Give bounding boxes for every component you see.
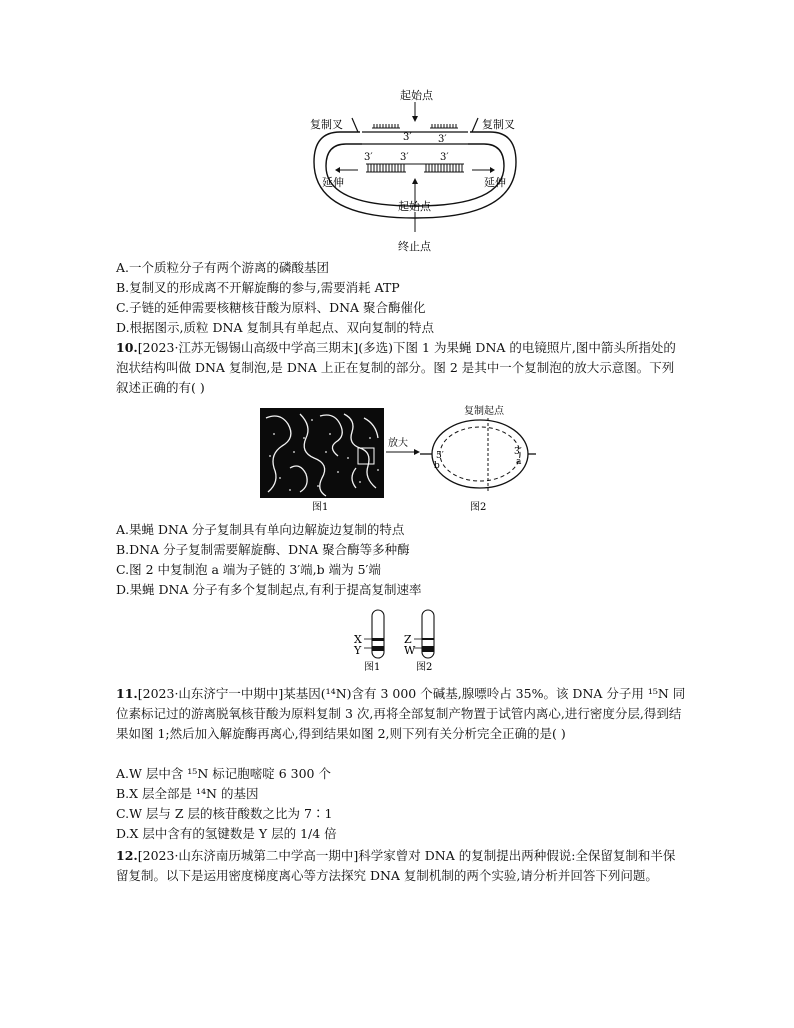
q9-option-c: C.子链的延伸需要核糖核苷酸为原料、DNA 聚合酶催化 [116, 300, 426, 315]
q11-option-c: C.W 层与 Z 层的核苷酸数之比为 7∶1 [116, 806, 333, 821]
q9-option-a: A.一个质粒分子有两个游离的磷酸基团 [116, 260, 330, 275]
fig1-caption: 图1 [312, 502, 329, 513]
q11-option-d: D.X 层中含有的氢键数是 Y 层的 1/4 倍 [116, 826, 337, 841]
elong-left-label: 延伸 [322, 176, 344, 189]
middle-new-strand-hatch [366, 164, 464, 172]
prime-3-label: 3′ [403, 132, 412, 143]
q10-number: 10. [116, 340, 138, 355]
prime-3-label: 3′ [400, 152, 409, 163]
band-z-label: Z [404, 633, 412, 646]
prime-3-label: 3′ [438, 134, 447, 145]
q12-number: 12. [116, 848, 138, 863]
prime-3-label: 3′ [440, 152, 449, 163]
q11-text: [2023·山东济宁一中期中]某基因(¹⁴N)含有 3 000 个碱基,腺嘌呤占 35%。该 DNA 分子用 ¹⁵N 同位素标记过的游离脱氧核苷酸为原料复制 3 次,再将全部复制产物置于试管内离心,进行密度分层,得到结果如图 1;然后加入解旋酶再离心,得到结果如图 2,则下列有关分析完全正确的是( ) [116, 686, 686, 741]
band-x-label: X [354, 633, 362, 646]
q10-stem [116, 338, 686, 398]
q12-text: [2023·山东济南历城第二中学高一期中]科学家曾对 DNA 的复制提出两种假说:全保留复制和半保留复制。以下是运用密度梯度离心等方法探究 DNA 复制机制的两个实验,请分析并回答下列问题。 [116, 848, 676, 883]
q11-stem [116, 684, 686, 744]
tube2-caption: 图2 [416, 662, 433, 672]
origin-bottom-label: 起始点 [398, 200, 431, 213]
fig2-caption: 图2 [470, 502, 487, 513]
q10-option-a: A.果蝇 DNA 分子复制具有单向边解旋边复制的特点 [116, 522, 405, 537]
label-5prime: 5′ [436, 451, 444, 461]
q10-text: [2023·江苏无锡锡山高级中学高三期末](多选)下图 1 为果蝇 DNA 的电镜照片,图中箭头所指处的泡状结构叫做 DNA 复制泡,是 DNA 上正在复制的部分。图 2 是其中一个复制泡的放大示意图。下列叙述正确的有( ) [116, 340, 676, 395]
electron-micrograph-figure [260, 408, 384, 514]
q11-option-b: B.X 层全部是 ¹⁴N 的基因 [116, 786, 259, 801]
tube1-caption: 图1 [364, 662, 381, 672]
label-a: a [516, 457, 522, 467]
terminus-label: 终止点 [398, 240, 431, 253]
elong-right-label: 延伸 [484, 176, 506, 189]
origin-label: 复制起点 [464, 406, 504, 417]
q9-option-d: D.根据图示,质粒 DNA 复制具有单起点、双向复制的特点 [116, 320, 434, 335]
prime-3-label: 3′ [364, 152, 373, 163]
replication-bubble-figure [418, 404, 538, 514]
q11-number: 11. [116, 686, 138, 701]
q10-option-c: C.图 2 中复制泡 a 端为子链的 3′端,b 端为 5′端 [116, 562, 381, 577]
top-new-strand-hatch [372, 124, 458, 128]
label-3prime: 3′ [514, 447, 522, 457]
q10-option-b: B.DNA 分子复制需要解旋酶、DNA 聚合酶等多种酶 [116, 542, 410, 557]
plasmid-replication-figure [300, 88, 530, 260]
fork-left-label: 复制叉 [310, 118, 343, 131]
band-w-label: W [404, 644, 416, 657]
q9-option-b: B.复制叉的形成离不开解旋酶的参与,需要消耗 ATP [116, 280, 400, 295]
centrifuge-tubes-figure [350, 608, 450, 672]
fork-right-label: 复制叉 [482, 118, 515, 131]
label-b: b [434, 461, 440, 471]
q10-option-d: D.果蝇 DNA 分子有多个复制起点,有利于提高复制速率 [116, 582, 422, 597]
q11-option-a: A.W 层中含 ¹⁵N 标记胞嘧啶 6 300 个 [116, 766, 331, 781]
band-y-label: Y [354, 644, 362, 657]
q12-stem [116, 846, 686, 886]
zoom-label: 放大 [388, 438, 408, 449]
origin-top-label: 起始点 [400, 89, 433, 102]
